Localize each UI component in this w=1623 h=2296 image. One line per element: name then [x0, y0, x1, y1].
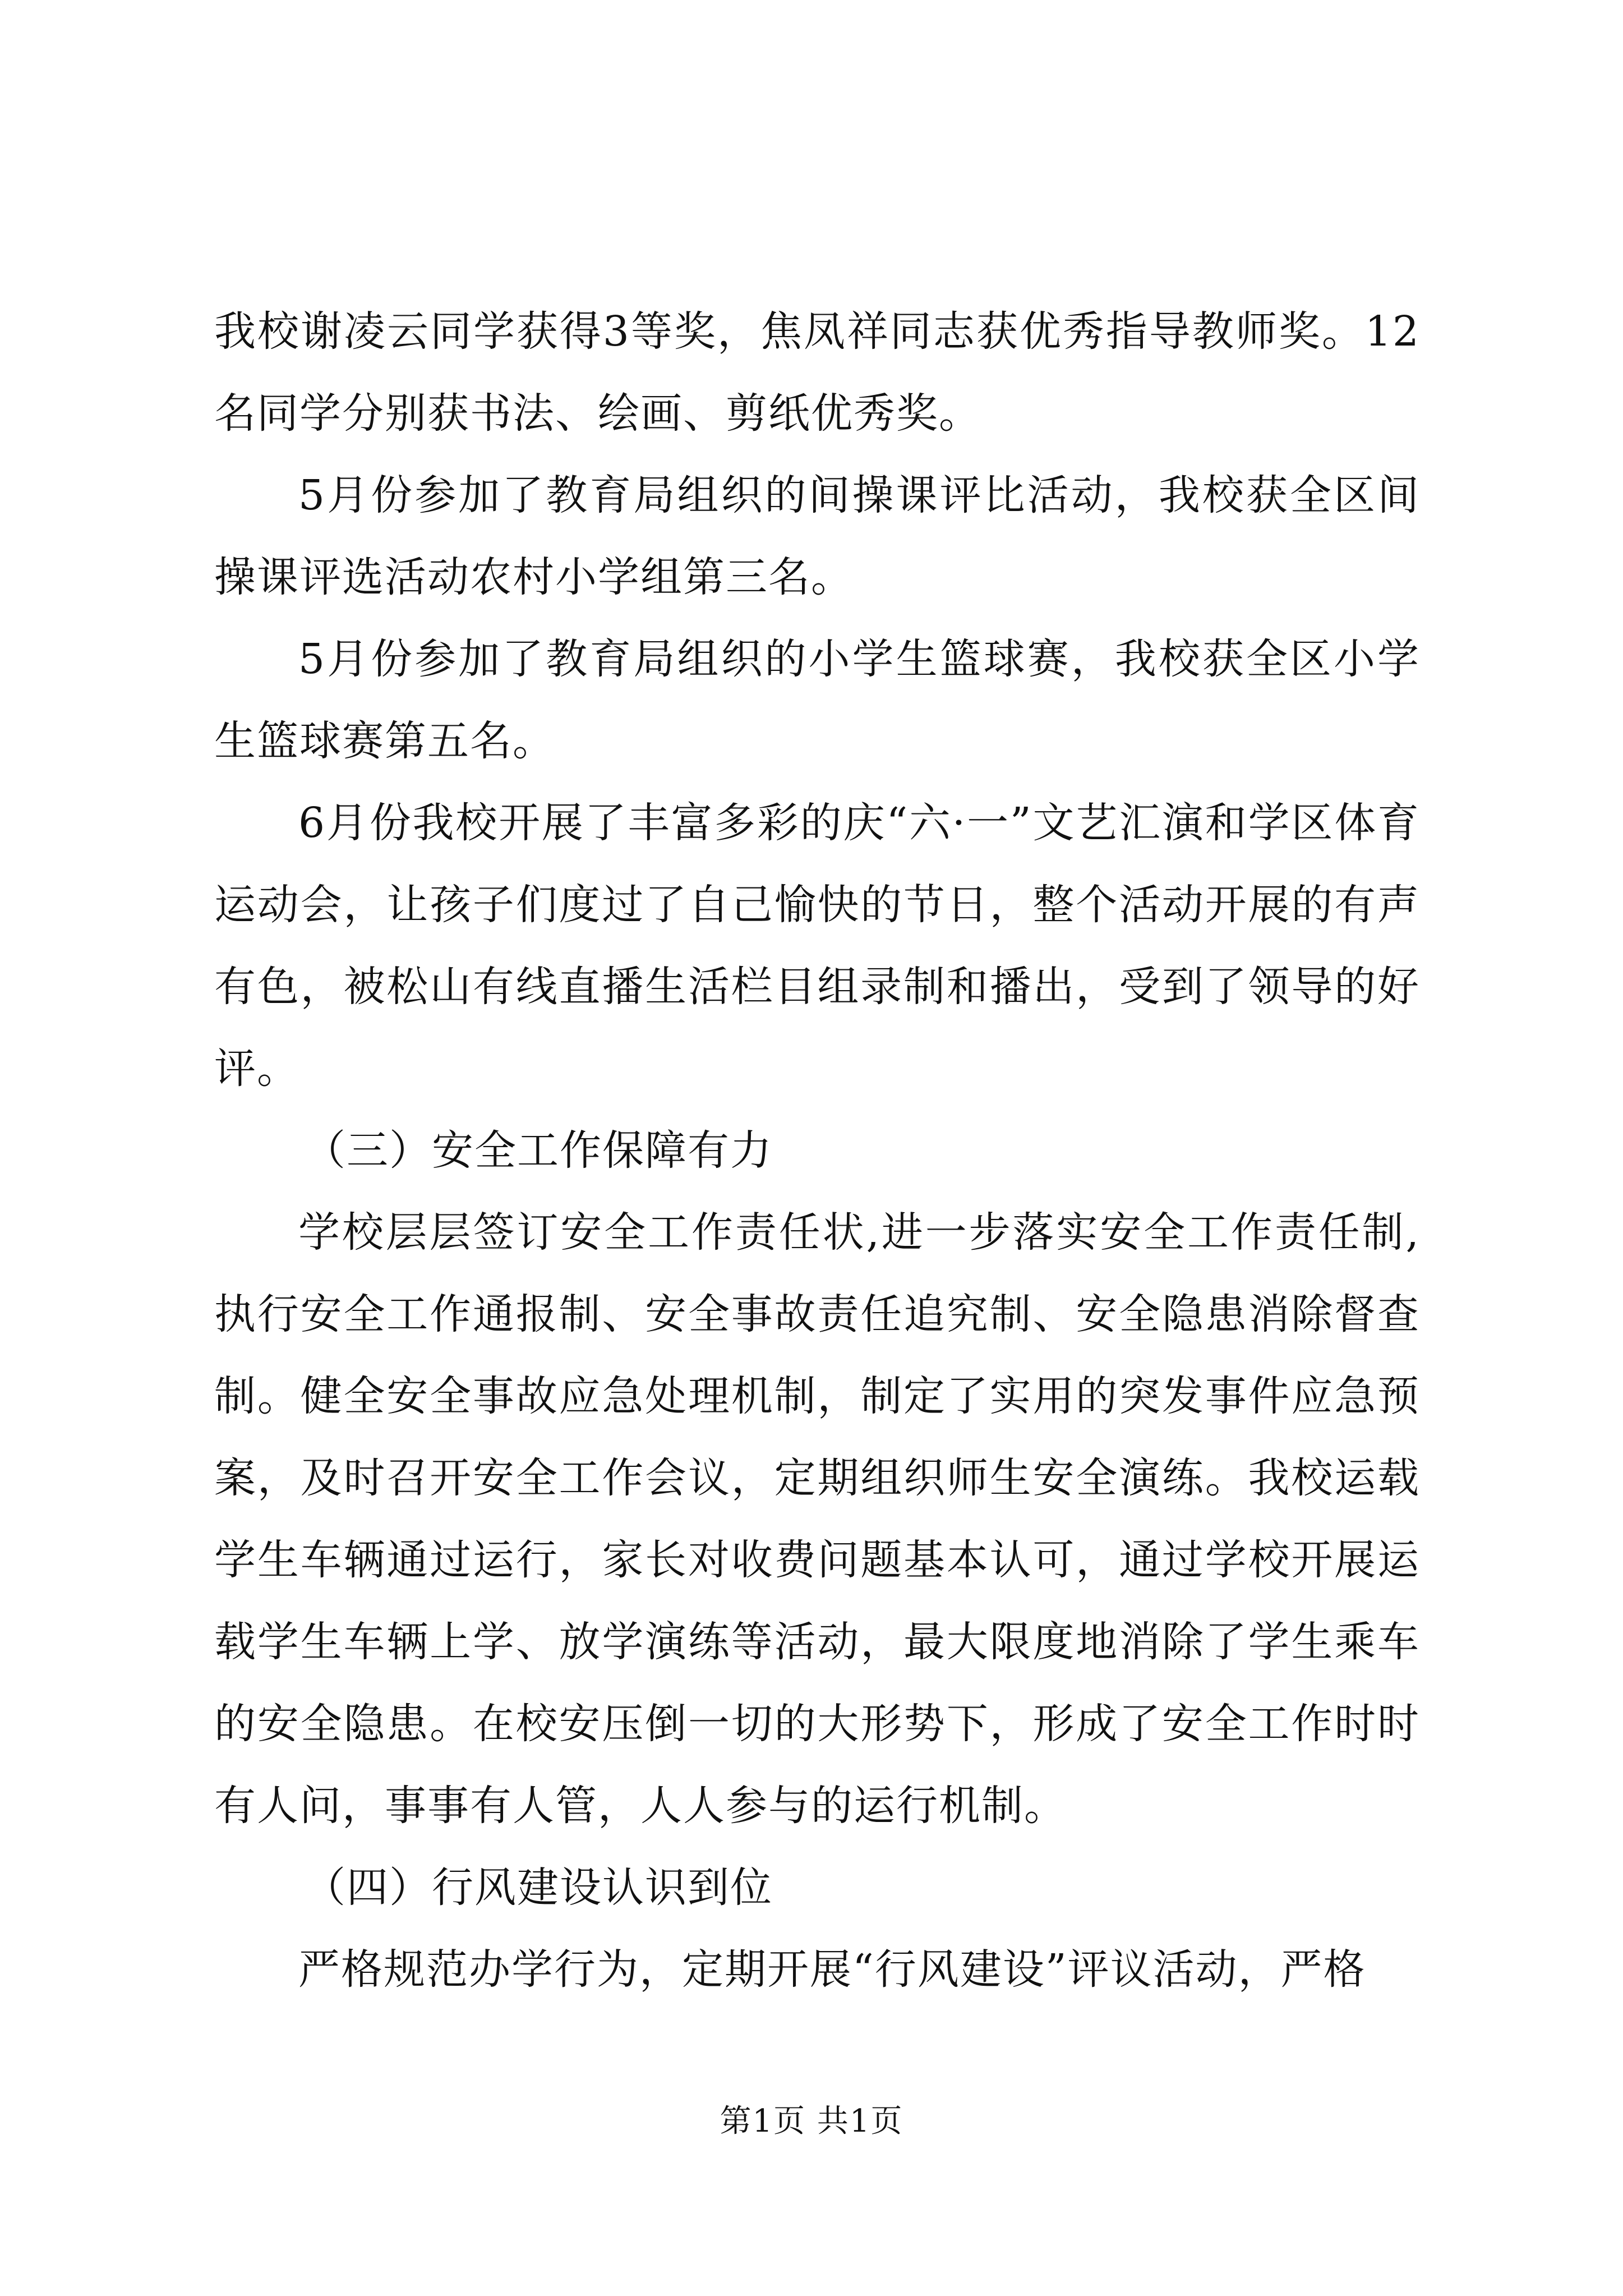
document-body	[214, 291, 1420, 2010]
paragraph-childrens-day: 6月份我校开展了丰富多彩的庆“六·一”文艺汇演和学区体育运动会，让孩子们度过了自己愉快的节日，整个活动开展的有声有色，被松山有线直播生活栏目组录制和播出，受到了领导的好评。	[214, 799, 1420, 1093]
section-heading-conduct: （四）行风建设认识到位	[304, 1864, 773, 1912]
paragraph-basketball: 5月份参加了教育局组织的小学生篮球赛，我校获全区小学生篮球赛第五名。	[214, 635, 1420, 765]
paragraph-exercise-contest: 5月份参加了教育局组织的间操课评比活动，我校获全区间操课评选活动农村小学组第三名。	[214, 471, 1420, 601]
paragraph-awards: 我校谢凌云同学获得3等奖，焦凤祥同志获优秀指导教师奖。12名同学分别获书法、绘画、剪纸优秀奖。	[214, 307, 1420, 438]
paragraph-safety: 学校层层签订安全工作责任状,进一步落实安全工作责任制,执行安全工作通报制、安全事故责任追究制、安全隐患消除督查制。健全安全事故应急处理机制，制定了实用的突发事件应急预案，及时召开安全工作会议，定期组织师生安全演练。我校运载学生车辆通过运行，家长对收费问题基本认可，通过学校开展运载学生车辆上学、放学演练等活动，最大限度地消除了学生乘车的安全隐患。在校安压倒一切的大形势下，形成了安全工作时时有人问，事事有人管，人人参与的运行机制。	[214, 1208, 1420, 1830]
page-footer: 第1页 共1页	[720, 2103, 903, 2139]
paragraph-conduct: 严格规范办学行为，定期开展“行风建设”评议活动，严格	[298, 1945, 1366, 1994]
section-heading-safety: （三）安全工作保障有力	[304, 1126, 773, 1175]
